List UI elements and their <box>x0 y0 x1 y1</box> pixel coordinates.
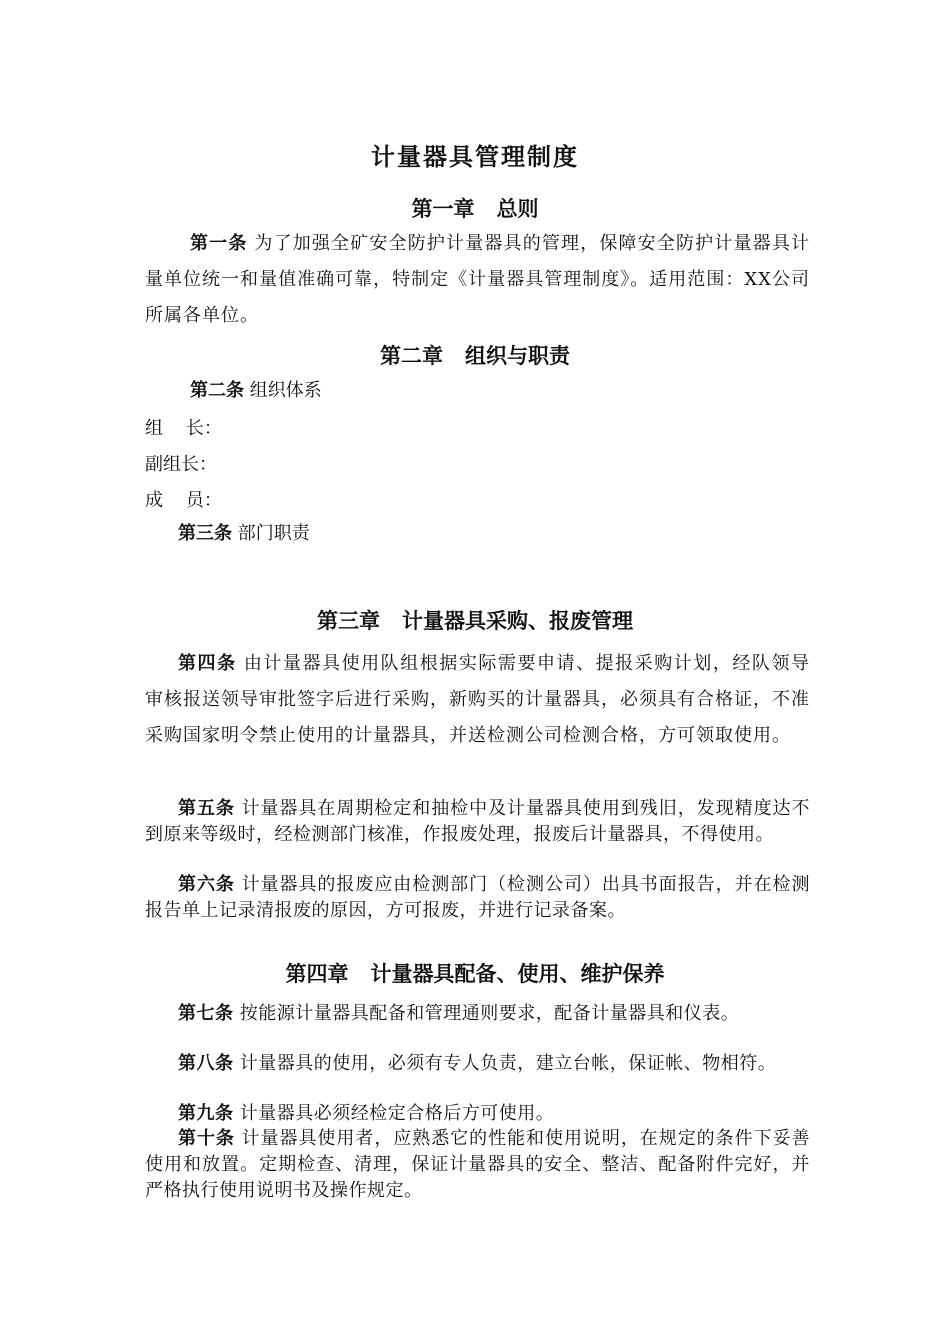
chapter-4-heading: 第四章 计量器具配备、使用、维护保养 <box>285 962 665 986</box>
article-7-text: 按能源计量器具配备和管理通则要求，配备计量器具和仪表。 <box>233 1003 740 1024</box>
article-7-label: 第七条 <box>178 1003 234 1024</box>
article-6 <box>145 872 810 924</box>
article-2 <box>145 377 810 405</box>
article-4-text: 由计量器具使用队组根据实际需要申请、提报采购计划，经队领导审核报送领导审批签字后进行采购，新购买的计量器具，必须具有合格证，不准采购国家明令禁止使用的计量器具，并送检测公司检测合格，方可领取使用。 <box>145 653 811 746</box>
leader-line: 组 长： <box>145 418 222 439</box>
article-10-label: 第十条 <box>178 1128 235 1149</box>
article-4-label: 第四条 <box>178 653 237 674</box>
article-2-text: 组织体系 <box>244 380 322 401</box>
members-line: 成 员： <box>145 490 222 511</box>
article-1 <box>145 226 810 334</box>
article-10 <box>145 1126 810 1204</box>
chapter-2-heading: 第二章 组织与职责 <box>380 344 570 368</box>
article-6-label: 第六条 <box>178 874 235 895</box>
article-8 <box>145 1051 810 1077</box>
article-6-text: 计量器具的报废应由检测部门（检测公司）出具书面报告，并在检测报告单上记录清报废的原因，方可报废，并进行记录备案。 <box>145 874 811 921</box>
article-9-text: 计量器具必须经检定合格后方可使用。 <box>233 1103 555 1124</box>
document-title: 计量器具管理制度 <box>371 143 579 171</box>
chapter-1-heading: 第一章 总则 <box>411 197 539 221</box>
article-10-text: 计量器具使用者，应熟悉它的性能和使用说明，在规定的条件下妥善使用和放置。定期检查、清理，保证计量器具的安全、整洁、配备附件完好，并严格执行使用说明书及操作规定。 <box>145 1128 811 1201</box>
article-9-label: 第九条 <box>178 1103 234 1124</box>
article-7 <box>145 1001 810 1027</box>
article-3-label: 第三条 <box>178 523 232 544</box>
article-8-text: 计量器具的使用，必须有专人负责，建立台帐，保证帐、物相符。 <box>233 1053 777 1074</box>
chapter-3-heading: 第三章 计量器具采购、报废管理 <box>317 609 633 633</box>
article-1-label: 第一条 <box>190 233 248 254</box>
article-3-text: 部门职责 <box>232 523 310 544</box>
article-3 <box>145 520 810 548</box>
article-8-label: 第八条 <box>178 1053 234 1074</box>
vice-leader-line: 副组长： <box>145 454 217 475</box>
article-9 <box>145 1101 810 1127</box>
article-5-label: 第五条 <box>178 798 235 819</box>
article-5 <box>145 796 810 848</box>
article-1-text: 为了加强全矿安全防护计量器具的管理，保障安全防护计量器具计量单位统一和量值准确可靠，特制定《计量器具管理制度》。适用范围：XX公司所属各单位。 <box>145 233 811 326</box>
article-4 <box>145 646 810 754</box>
article-2-label: 第二条 <box>190 380 244 401</box>
article-5-text: 计量器具在周期检定和抽检中及计量器具使用到残旧，发现精度达不到原来等级时，经检测部门核准，作报废处理，报废后计量器具，不得使用。 <box>145 798 811 845</box>
